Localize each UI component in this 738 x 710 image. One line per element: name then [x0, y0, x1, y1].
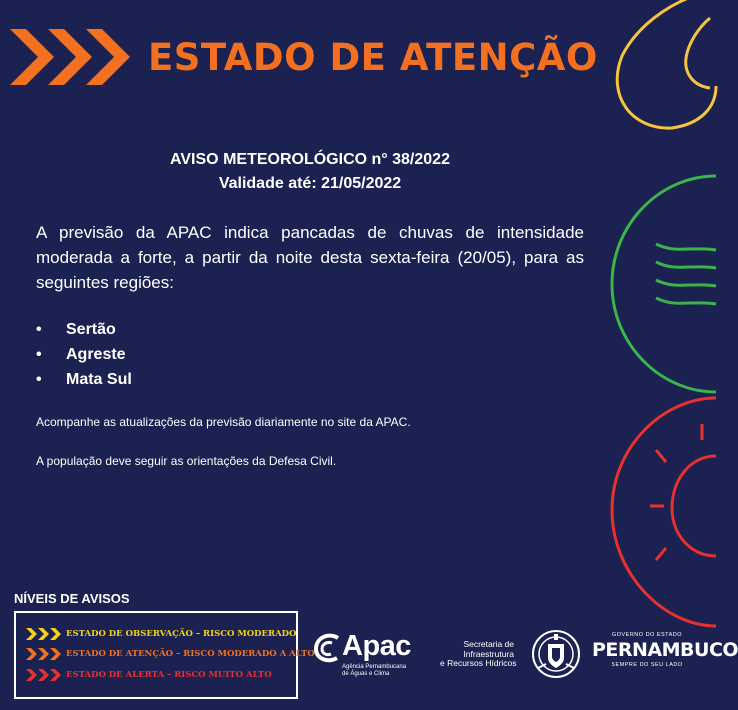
apac-subtitle: [342, 664, 406, 678]
pernambuco-logo: [592, 632, 738, 668]
weather-decoration: [600, 0, 710, 640]
sun-icon: [612, 398, 716, 626]
follow-updates-note: Acompanhe as atualizações da previsão diariamente no site da APAC.: [36, 415, 411, 429]
apac-subtitle-line: de Águas e Clima: [342, 671, 390, 677]
level-row-observation: [26, 626, 296, 642]
apac-swirl-icon: [312, 632, 342, 664]
list-item: [36, 367, 132, 392]
levels-title: NÍVEIS DE AVISOS: [14, 591, 130, 606]
apac-name: Apac: [342, 630, 411, 662]
notice-validity: Validade até: 21/05/2022: [218, 175, 402, 192]
bullet-icon: •: [36, 346, 42, 363]
secretaria-logo: [440, 639, 517, 669]
region-list: [36, 317, 132, 392]
levels-legend: [14, 611, 315, 699]
gov-label: GOVERNO DO ESTADO: [611, 632, 683, 638]
bullet-icon: •: [36, 371, 42, 388]
list-item: [36, 317, 132, 342]
wind-icon: [612, 176, 716, 392]
level-label: ESTADO DE OBSERVAÇÃO – RISCO MODERADO: [66, 629, 297, 639]
notice-title: AVISO METEOROLÓGICO n° 38/2022: [170, 151, 450, 168]
secretaria-line: Secretaria de: [463, 639, 514, 649]
state-motto: SEMPRE DO SEU LADO: [611, 662, 683, 668]
state-name: PERNAMBUCO: [592, 639, 738, 661]
region-label: Sertão: [66, 321, 116, 338]
header: [10, 22, 598, 92]
level-row-alert: [26, 667, 272, 683]
region-label: Mata Sul: [66, 371, 132, 388]
apac-subtitle-line: Agência Pernambucana: [342, 664, 407, 670]
chevron-right-icon: [26, 627, 62, 641]
list-item: [36, 342, 132, 367]
chevron-right-icon: [10, 25, 132, 89]
level-label: ESTADO DE ATENÇÃO – RISCO MODERADO A ALTO: [66, 649, 315, 659]
level-label: ESTADO DE ALERTA – RISCO MUITO ALTO: [66, 670, 272, 680]
region-label: Agreste: [66, 346, 126, 363]
water-drop-icon: [617, 0, 716, 128]
civil-defense-note: A população deve seguir as orientações da Defesa Civil.: [36, 454, 337, 468]
forecast-text: A previsão da APAC indica pancadas de chuvas de intensidade moderada a forte, a partir da noite desta sexta-feira (20/05), para as seguintes regiões:: [36, 223, 584, 292]
secretaria-line: Infraestrutura: [463, 648, 514, 659]
coat-of-arms-icon: [530, 628, 582, 680]
chevron-right-icon: [26, 647, 62, 661]
logo-bar: [312, 626, 738, 682]
page-title: ESTADO DE ATENÇÃO: [148, 35, 598, 79]
bullet-icon: •: [36, 321, 42, 338]
level-row-attention: [26, 646, 315, 662]
chevron-right-icon: [26, 668, 62, 682]
secretaria-line: e Recursos Hídricos: [440, 658, 517, 668]
